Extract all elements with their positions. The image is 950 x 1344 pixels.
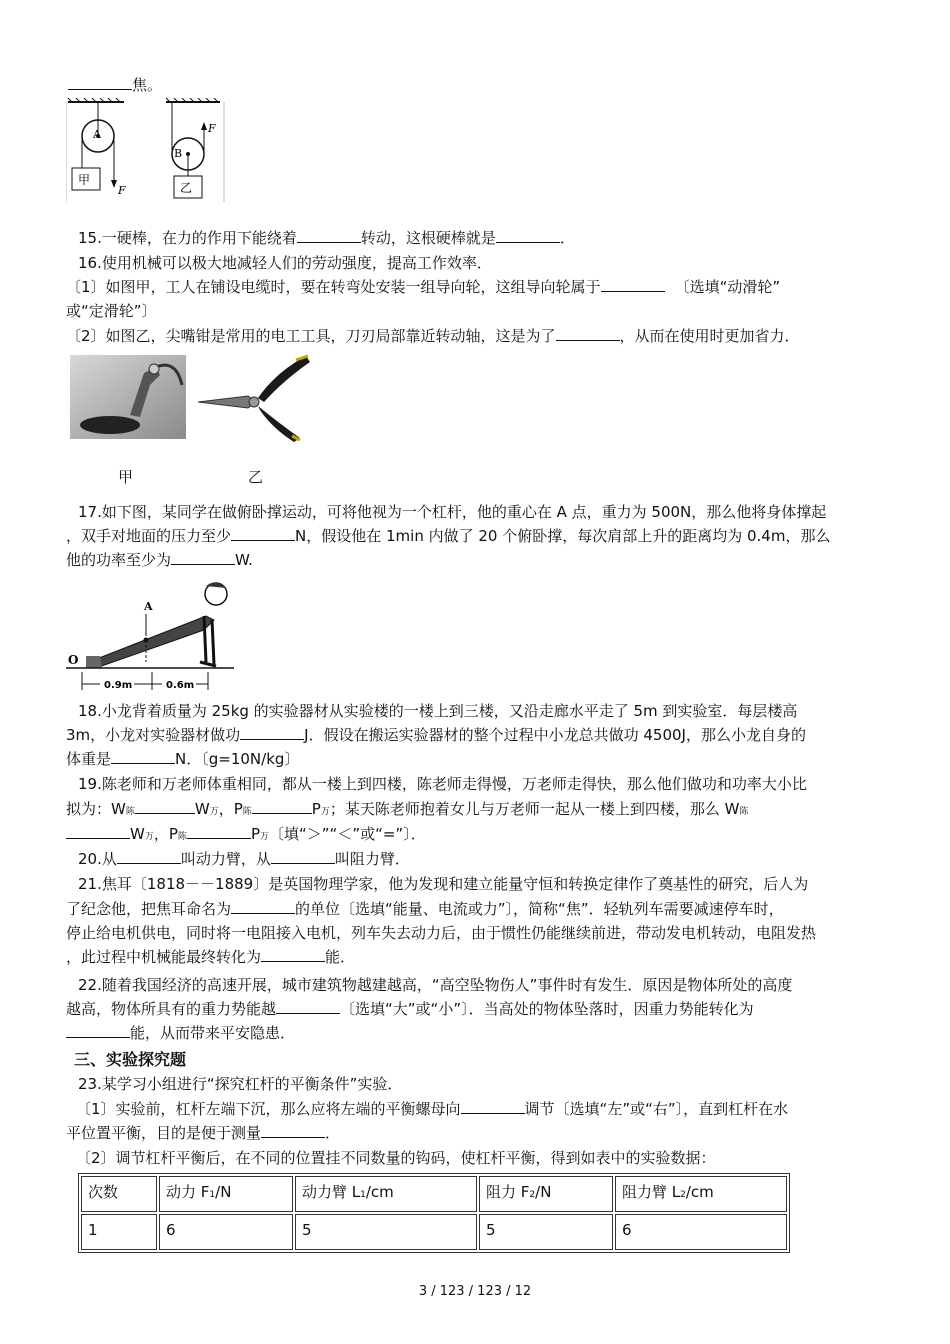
q18-line1: 18.小龙背着质量为 25kg 的实验器材从实验楼的一楼上到三楼，又沿走廊水平走了 5m 到实验室．每层楼高 — [78, 702, 798, 720]
q16-line4: 〔2〕如图乙，尖嘴钳是常用的电工工具，刀刃局部靠近转动轴，这是为了 ，从而在使用时更加省力． — [66, 327, 800, 345]
svg-text:O: O — [68, 653, 79, 667]
table-header: 阻力臂 L2/cm — [615, 1176, 787, 1212]
answer-blank[interactable] — [187, 824, 251, 839]
q17-line2: ，双手对地面的压力至少 N，假设他在 1min 内做了 20 个俯卧撑，每次肩部上升的距离均为 0.4m，那么 — [66, 527, 831, 545]
q23-line4: 〔2〕调节杠杆平衡后，在不同的位置挂不同数量的钩码，使杠杆平衡，得到如表中的实验数据： — [76, 1149, 716, 1167]
answer-blank[interactable] — [461, 1099, 525, 1114]
answer-blank[interactable] — [135, 799, 195, 814]
table-cell: 1 — [81, 1214, 157, 1250]
answer-blank[interactable] — [66, 824, 130, 839]
q23-line1: 23.某学习小组进行“探究杠杆的平衡条件”实验． — [78, 1075, 403, 1093]
answer-blank[interactable] — [261, 947, 325, 962]
svg-text:A: A — [144, 600, 153, 613]
svg-text:0.6m: 0.6m — [166, 680, 195, 691]
pulley-a-label: A — [93, 128, 101, 141]
section-heading: 三、实验探究题 — [74, 1050, 187, 1069]
cable-worker-photo — [70, 355, 186, 439]
table-cell: 6 — [615, 1214, 787, 1250]
q19-line2: 拟为：W陈 W万，P陈 P万；某天陈老师抱着女儿与万老师一起从一楼上到四楼，那么 W陈 — [66, 800, 749, 818]
q17-line3: 他的功率至少为 W. — [66, 551, 253, 569]
answer-blank[interactable] — [252, 799, 312, 814]
q18-line3: 体重是 N．〔g=10N/kg〕 — [66, 750, 300, 768]
data-table — [78, 1173, 790, 1253]
pushup-figure — [66, 576, 234, 692]
table-cell: 5 — [479, 1214, 613, 1250]
q21-line2: 了纪念他，把焦耳命名为 的单位〔选填“能量、电流或力”〕，简称“焦”．轻轨列车需要减速停车时， — [66, 900, 784, 918]
q21-line4: ，此过程中机械能最终转化为 能． — [66, 948, 356, 966]
svg-text:F: F — [208, 122, 216, 135]
answer-blank[interactable] — [276, 999, 340, 1014]
q19-line3: W万，P陈 P万〔填“＞”“＜”或“=”〕． — [66, 823, 426, 848]
svg-text:F: F — [118, 184, 126, 197]
q21-line3: 停止给电机供电，同时将一电阻接入电机，列车失去动力后，由于惯性仍能继续前进，带动发电机转动，电阻发热 — [66, 924, 817, 942]
q22-line2: 越高，物体所具有的重力势能越 〔选填“大”或“小”〕．当高处的物体坠落时，因重力势能转化为 — [66, 1000, 754, 1018]
svg-text:乙: 乙 — [180, 181, 193, 195]
table-header: 次数 — [81, 1176, 157, 1212]
q15-line: 15.一硬棒，在力的作用下能绕着 转动，这根硬棒就是 ． — [78, 229, 575, 247]
pliers-image — [196, 352, 312, 442]
text-line: 焦。 — [68, 74, 162, 96]
page-number: 3 / 123 / 123 / 12 — [418, 1284, 532, 1299]
table-header: 阻力 F2/N — [479, 1176, 613, 1212]
answer-blank[interactable] — [261, 1123, 325, 1138]
q20-line: 20.从 叫动力臂，从 叫阻力臂． — [78, 850, 410, 868]
table-cell: 6 — [159, 1214, 293, 1250]
answer-blank[interactable] — [496, 228, 560, 243]
q16-line2: 〔1〕如图甲，工人在铺设电缆时，要在转弯处安装一组导向轮，这组导向轮属于 〔选填“动滑轮” — [66, 278, 781, 296]
answer-blank[interactable] — [556, 326, 620, 341]
q16-line3: 或“定滑轮”〕 — [66, 302, 157, 320]
svg-text:B: B — [174, 147, 183, 160]
q21-line1: 21.焦耳〔1818－－1889〕是英国物理学家，他为发现和建立能量守恒和转换定律作了奠基性的研究，后人为 — [78, 875, 809, 893]
answer-blank[interactable] — [271, 849, 335, 864]
table-header: 动力 F1/N — [159, 1176, 293, 1212]
table-row — [81, 1214, 787, 1250]
q18-line2: 3m，小龙对实验器材做功 J．假设在搬运实验器材的整个过程中小龙总共做功 4500J，那么小龙自身的 — [66, 726, 806, 744]
answer-blank[interactable] — [601, 277, 665, 292]
answer-blank[interactable] — [117, 849, 181, 864]
answer-blank[interactable] — [68, 75, 132, 90]
table-header: 动力臂 L1/cm — [295, 1176, 477, 1212]
caption-jia: 甲 — [118, 468, 134, 486]
table-cell: 5 — [295, 1214, 477, 1250]
answer-blank[interactable] — [231, 526, 295, 541]
answer-blank[interactable] — [231, 899, 295, 914]
q22-line3: 能，从而带来平安隐患． — [66, 1022, 295, 1044]
caption-yi: 乙 — [248, 468, 264, 486]
table-header-row — [81, 1176, 787, 1212]
answer-blank[interactable] — [171, 550, 235, 565]
q23-line2: 〔1〕实验前，杠杆左端下沉，那么应将左端的平衡螺母向 调节〔选填“左”或“右”〕，直到杠杆在水 — [76, 1100, 789, 1118]
answer-blank[interactable] — [297, 228, 361, 243]
q23-line3: 平位置平衡，目的是便于测量 ． — [66, 1124, 341, 1142]
q22-line1: 22.随着我国经济的高速开展，城市建筑物越建越高，“高空坠物伤人”事件时有发生．原因是物体所处的高度 — [78, 976, 793, 994]
svg-text:0.9m: 0.9m — [104, 680, 133, 691]
svg-text:甲: 甲 — [78, 173, 91, 187]
q19-line1: 19.陈老师和万老师体重相同，都从一楼上到四楼，陈老师走得慢，万老师走得快，那么他们做功和功率大小比 — [78, 775, 807, 793]
answer-blank[interactable] — [111, 749, 175, 764]
answer-blank[interactable] — [66, 1023, 130, 1038]
q16-line1: 16.使用机械可以极大地减轻人们的劳动强度，提高工作效率． — [78, 254, 492, 272]
q17-line1: 17.如下图，某同学在做俯卧撑运动，可将他视为一个杠杆，他的重心在 A 点，重力为 500N，那么他将身体撑起 — [78, 503, 827, 521]
pulley-figure — [66, 98, 226, 206]
answer-blank[interactable] — [240, 725, 304, 740]
